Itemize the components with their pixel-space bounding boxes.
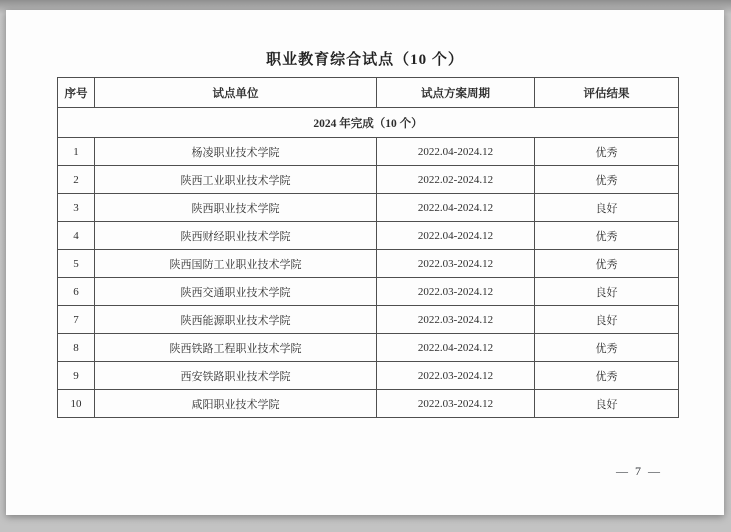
result-cell: 优秀: [535, 138, 679, 166]
unit-cell: 陕西职业技术学院: [95, 194, 377, 222]
row-number-cell: 5: [58, 250, 95, 278]
table-row: [58, 362, 679, 390]
column-header-unit: 试点单位: [95, 78, 377, 108]
unit-cell: 陕西铁路工程职业技术学院: [95, 334, 377, 362]
table-row: [58, 138, 679, 166]
table-row: [58, 390, 679, 418]
row-number-cell: 1: [58, 138, 95, 166]
table-row: [58, 222, 679, 250]
column-header-no: 序号: [58, 78, 95, 108]
period-cell: 2022.04-2024.12: [377, 222, 535, 250]
period-cell: 2022.04-2024.12: [377, 334, 535, 362]
period-cell: 2022.03-2024.12: [377, 362, 535, 390]
column-header-result: 评估结果: [535, 78, 679, 108]
unit-cell: 杨凌职业技术学院: [95, 138, 377, 166]
result-cell: 良好: [535, 194, 679, 222]
page-number: — 7 —: [616, 464, 662, 478]
unit-cell: 陕西财经职业技术学院: [95, 222, 377, 250]
unit-cell: 西安铁路职业技术学院: [95, 362, 377, 390]
result-cell: 优秀: [535, 334, 679, 362]
period-cell: 2022.02-2024.12: [377, 166, 535, 194]
column-header-period: 试点方案周期: [377, 78, 535, 108]
row-number-cell: 10: [58, 390, 95, 418]
row-number-cell: 7: [58, 306, 95, 334]
table-row: [58, 306, 679, 334]
period-cell: 2022.03-2024.12: [377, 250, 535, 278]
table-row: [58, 194, 679, 222]
table-header-row: [58, 78, 679, 108]
table-row: [58, 250, 679, 278]
unit-cell: 咸阳职业技术学院: [95, 390, 377, 418]
result-cell: 优秀: [535, 362, 679, 390]
row-number-cell: 8: [58, 334, 95, 362]
scanned-document-page: [6, 10, 724, 515]
result-cell: 优秀: [535, 222, 679, 250]
row-number-cell: 4: [58, 222, 95, 250]
unit-cell: 陕西工业职业技术学院: [95, 166, 377, 194]
period-cell: 2022.03-2024.12: [377, 306, 535, 334]
result-cell: 良好: [535, 390, 679, 418]
period-cell: 2022.04-2024.12: [377, 194, 535, 222]
table-row: [58, 334, 679, 362]
table-row: [58, 166, 679, 194]
unit-cell: 陕西能源职业技术学院: [95, 306, 377, 334]
section-header-label: 2024 年完成（10 个）: [58, 108, 679, 138]
pilot-evaluation-table: [57, 77, 679, 418]
result-cell: 优秀: [535, 166, 679, 194]
unit-cell: 陕西交通职业技术学院: [95, 278, 377, 306]
table-body: [58, 108, 679, 418]
result-cell: 优秀: [535, 250, 679, 278]
period-cell: 2022.03-2024.12: [377, 278, 535, 306]
page-title: 职业教育综合试点（10 个）: [266, 52, 464, 68]
row-number-cell: 2: [58, 166, 95, 194]
section-header-row: [58, 108, 679, 138]
table-row: [58, 278, 679, 306]
result-cell: 良好: [535, 278, 679, 306]
unit-cell: 陕西国防工业职业技术学院: [95, 250, 377, 278]
period-cell: 2022.03-2024.12: [377, 390, 535, 418]
row-number-cell: 6: [58, 278, 95, 306]
row-number-cell: 9: [58, 362, 95, 390]
row-number-cell: 3: [58, 194, 95, 222]
period-cell: 2022.04-2024.12: [377, 138, 535, 166]
result-cell: 良好: [535, 306, 679, 334]
